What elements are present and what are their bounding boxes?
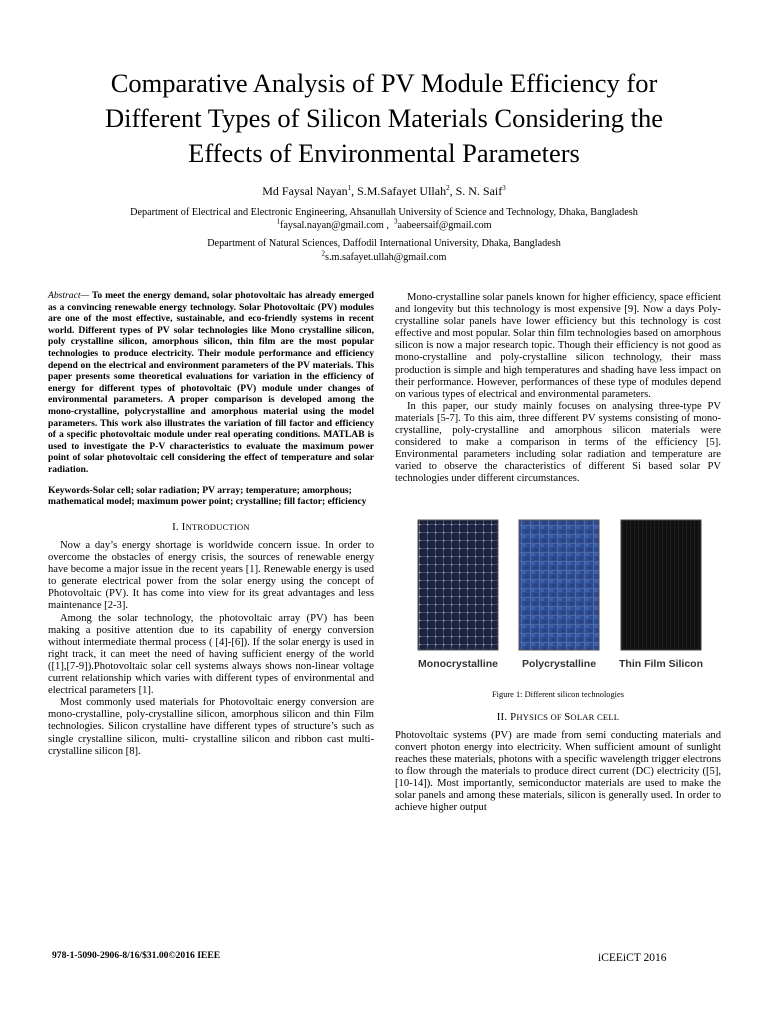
section-2-word-1: HYSICS OF <box>516 711 565 722</box>
section-heading-physics <box>395 711 721 723</box>
thin-film-panel <box>621 520 701 650</box>
email-2-sup: 2 <box>321 249 326 258</box>
intro-paragraph-3: Most commonly used materials for Photovoltaic energy conversion are mono-crystalline, poly-crystalline silicon, amorphous silicon and thin Film technologies. Silicon crystalline have different types of structure’s such as single crystalline silicon, multi- crystalline silicon and ribbon cast multi-crystalline silicon [8]. <box>48 697 374 757</box>
section-2-number: II. <box>496 710 511 723</box>
mono-panel <box>418 520 498 650</box>
conference-footer: iCEEiCT 2016 <box>598 952 667 964</box>
figure-caption: Figure 1: Different silicon technologies <box>492 689 624 699</box>
email-3: aabeersaif@gmail.com <box>397 220 492 231</box>
abstract-body: To meet the energy demand, solar photovoltaic has already emerged as a convincing renewable energy technology. Solar Photovoltaic (PV) modules are one of the most effective, sustainable, and eco-friendly systems in recent world. Different types of PV solar technologies like Mono crystalline silicon, poly crystalline silicon, amorphous silicon, thin film are the most popular technologies to produce electricity. Their module performance and efficiency depend on the electrical and environment parameters of the PV materials. This paper presents some theoretical evaluations for variation in the efficiency of energy for different types of photovoltaic (PV) module under changes of environmental parameters. A proper comparison is developed among the mono-crystalline, polycrystalline and amorphous material using the model parameters. This work also illustrates the variation of fill factor and efficiency of a specific photovoltaic module under real operating conditions. MATLAB is used to investigate the P-V characteristics to evaluate the maximum power point of solar photovoltaic cell considering the effect of temperature and solar radiation. <box>48 290 374 475</box>
affiliation-1: Department of Electrical and Electronic Engineering, Ahsanullah University of Science and Technology, Dhaka, Bangladesh <box>130 207 638 218</box>
author-list <box>40 184 728 198</box>
right-paragraph-2: In this paper, our study mainly focuses on analysing three-type PV materials [5-7]. To this aim, three different PV systems consisting of mono-crystalline, poly-crystalline and amorphous silicon materials were considered to make a comparison in terms of the efficiency [5]. Environmental parameters including solar radiation and temperature are varied to observe the characteristics of different Si based solar PV technologies under different circumstances. <box>395 400 721 485</box>
panel-label-poly: Polycrystalline <box>521 657 597 670</box>
email-2: s.m.safayet.ullah@gmail.com <box>325 252 447 263</box>
abstract-label: Abstract <box>48 290 81 301</box>
section-2-word-2: OLAR CELL <box>570 711 620 722</box>
intro-paragraph-1: Now a day’s energy shortage is worldwide concern issue. In order to overcome the obstacles of energy crisis, the sources of renewable energy have become a major issue in the recent years [1]. Renewable energy is used to generate electrical power from the solar energy using the concept of Photovoltaic (PV). It has come into view for its great advantages and less maintenance [2-3]. <box>48 540 374 612</box>
section-1-number: I. <box>172 520 182 533</box>
isbn-footer: 978-1-5090-2906-8/16/$31.00©2016 IEEE <box>52 950 221 961</box>
author-sep: , <box>351 184 358 198</box>
right-paragraph-1: Mono-crystalline solar panels known for higher efficiency, space efficient and longevity but this technology is most expensive [9]. Now a days Poly-crystalline solar panels have lower efficiency but this technology is cost effective and most popular. Solar thin film technologies based on amorphous silicon is now a major research topic. Though their efficiency is not good as mono-crystalline and poly-crystalline silicon technology, their mass production is simple and high temperatures and shading have less impact on their performance. However, performances of these type of modules depend on various types of electrical and environmental parameters. <box>395 292 721 400</box>
figure-silicon-technologies <box>395 516 721 681</box>
right-column <box>395 292 721 814</box>
paper-title <box>40 66 728 171</box>
email-3-sup: 3 <box>394 217 398 226</box>
title-line-3: Effects of Environmental Parameters <box>188 138 580 168</box>
email-line-1 <box>40 217 728 233</box>
email-1: faysal.nayan@gmail.com , <box>279 220 389 231</box>
title-line-2: Different Types of Silicon Materials Considering the <box>105 103 663 133</box>
keywords: Keywords-Solar cell; solar radiation; PV array; temperature; amorphous; mathematical model; maximum power point; crystalline; fill factor; efficiency <box>48 484 367 507</box>
panel-label-thin: Thin Film Silicon <box>619 657 703 670</box>
section-1-initial: I <box>181 520 186 533</box>
abstract <box>48 290 374 476</box>
author-3: S. N. Saif <box>455 184 503 198</box>
section-2-initial-p: P <box>510 710 517 723</box>
author-3-sup: 3 <box>502 184 506 192</box>
section-1-rest: NTRODUCTION <box>185 521 250 532</box>
figure-panels <box>395 516 721 671</box>
panel-label-mono: Monocrystalline <box>418 657 498 670</box>
physics-paragraph: Photovoltaic systems (PV) are made from semi conducting materials and convert photon energy into electricity. When sufficient amount of sunlight reaches these materials, photons with a specific wavelength trigger electrons to flow through the materials to produce direct current (DC) electricity ([5],[10-14]). Most importantly, semiconductor materials are used to make the solar panels and among these materials, silicon is generally used. In order to achieve higher output <box>395 729 721 814</box>
section-heading-introduction <box>48 521 374 533</box>
email-line-2 <box>40 249 728 265</box>
title-line-1: Comparative Analysis of PV Module Efficiency for <box>110 68 658 98</box>
poly-panel <box>519 520 599 650</box>
author-2-sup: 2 <box>446 184 450 192</box>
abstract-dash: — <box>80 290 92 301</box>
author-1: Md Faysal Nayan <box>262 184 348 198</box>
section-2-initial-s: S <box>564 710 571 723</box>
email-1-sup: 1 <box>276 217 280 226</box>
author-1-sup: 1 <box>347 184 352 192</box>
intro-paragraph-2: Among the solar technology, the photovoltaic array (PV) has been making a positive attention due to its capability of energy conversion without intermediate thermal process ( [4]-[6]). If the solar energy is used in right track, it can meet the need of having sufficient energy of the world ([1],[7-9]).Photovoltaic solar cell systems always shows non-linear voltage current relationship which varies with different types of environmental and electrical parameters [1]. <box>48 612 374 697</box>
author-2: S.M.Safayet Ullah <box>357 184 447 198</box>
author-sep: , <box>449 184 456 198</box>
left-column <box>48 290 374 758</box>
affiliation-2: Department of Natural Sciences, Daffodil International University, Dhaka, Bangladesh <box>207 238 561 249</box>
